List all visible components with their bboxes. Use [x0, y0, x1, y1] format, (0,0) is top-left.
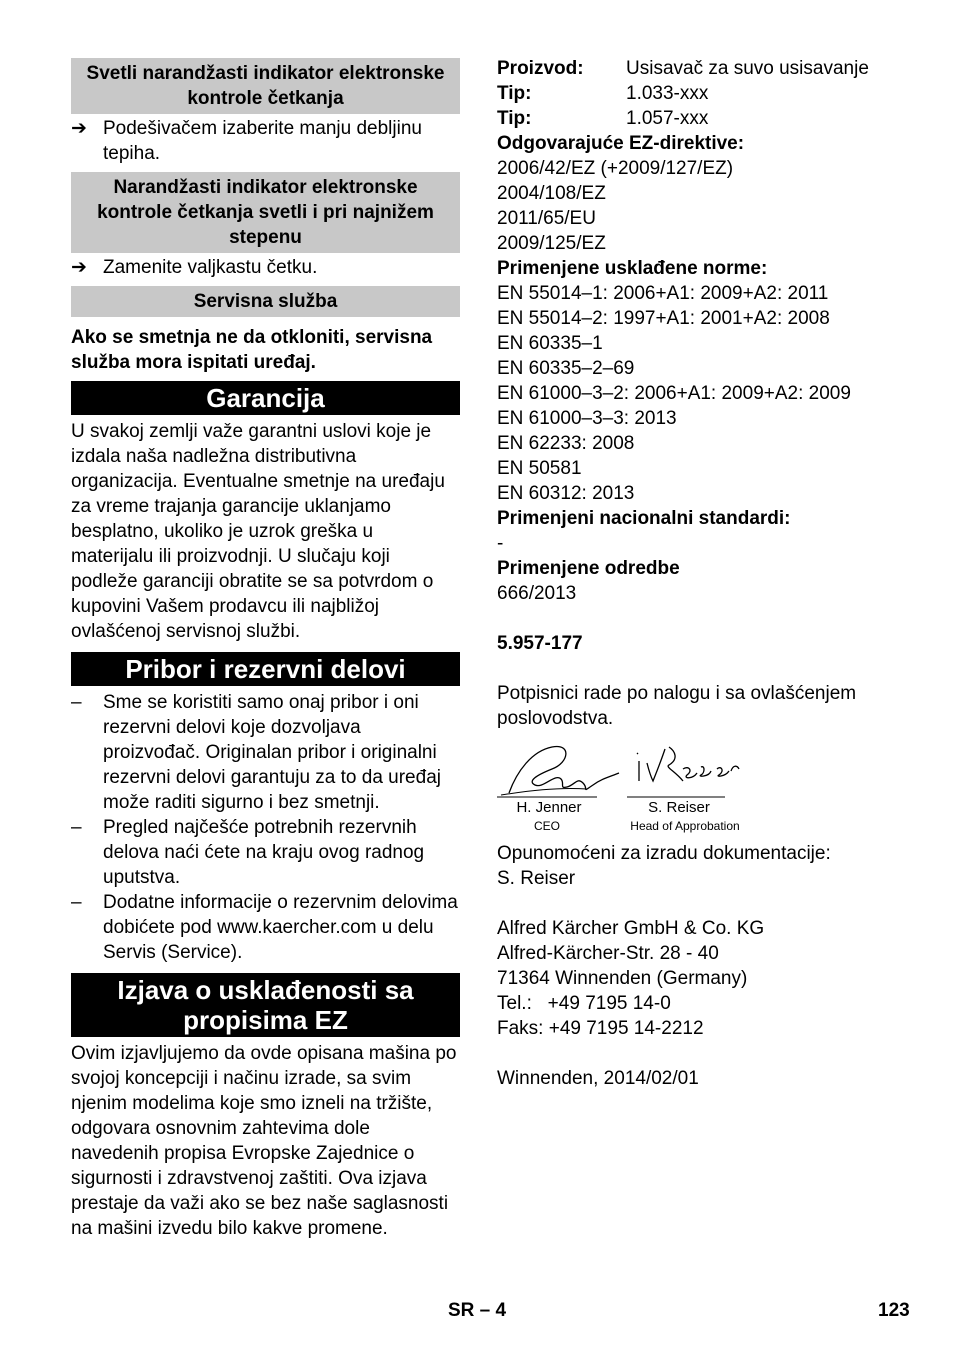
- company-line: Alfred Kärcher GmbH & Co. KG: [497, 918, 765, 939]
- company-line: 71364 Winnenden (Germany): [497, 968, 748, 989]
- company-line: Faks: +49 7195 14-2212: [497, 1018, 704, 1039]
- norm-item: EN 60335–2–69: [497, 358, 635, 379]
- directive-item: 2011/65/EU: [497, 208, 596, 229]
- signature-block: [497, 741, 917, 841]
- list-item: [71, 690, 460, 815]
- product-row: [497, 56, 917, 81]
- signatory-name: H. Jenner: [516, 799, 582, 816]
- instruction-text: Podešivačem izaberite manju debljinu tepiha.: [103, 118, 422, 164]
- product-label: Proizvod:: [497, 58, 584, 79]
- list-item-text: Pregled najčešće potrebnih rezervnih delova naći ćete na kraju ovog radnog uputstva.: [103, 817, 425, 888]
- signatories-text: Potpisnici rade po nalogu i sa ovlašćenjem poslovodstva.: [497, 683, 857, 729]
- section-title-service: Servisna služba: [71, 286, 460, 317]
- accessories-list: [71, 690, 460, 965]
- authorized-name: S. Reiser: [497, 868, 576, 889]
- directive-item: 2009/125/EZ: [497, 233, 606, 254]
- section-title-orange-indicator-lowest: Narandžasti indikator elektronske kontrole četkanja svetli i pri najnižem stepenu: [71, 172, 460, 253]
- heading-declaration: Izjava o usklađenosti sa propisima EZ: [71, 973, 460, 1037]
- regulations-label: Primenjene odredbe: [497, 558, 680, 579]
- authorized-label: Opunomoćeni za izradu dokumentacije:: [497, 843, 831, 864]
- norm-item: EN 62233: 2008: [497, 433, 635, 454]
- arrow-right-icon: ➔: [71, 257, 87, 278]
- norm-item: EN 61000–3–2: 2006+A1: 2009+A2: 2009: [497, 383, 851, 404]
- footer-section-label: SR – 4: [448, 1300, 507, 1321]
- product-value: Usisavač za suvo usisavanje: [626, 58, 869, 79]
- company-line: Tel.: +49 7195 14-0: [497, 993, 671, 1014]
- service-text: Ako se smetnja ne da otkloniti, servisna služba mora ispitati uređaj.: [71, 327, 433, 373]
- norm-item: EN 55014–1: 2006+A1: 2009+A2: 2011: [497, 283, 829, 304]
- norm-item: EN 60312: 2013: [497, 483, 635, 504]
- type-value: 1.057-xxx: [626, 108, 709, 129]
- list-item: [71, 815, 460, 890]
- instruction-item: [71, 255, 460, 280]
- signatory-role: CEO: [533, 819, 560, 833]
- list-item-text: Sme se koristiti samo onaj pribor i oni rezervni delovi koje dozvoljava proizvođač. Originalan pribor i originalni rezervni delovi garantuju za to da uređaj može raditi sigurno i bez smetnji.: [103, 692, 441, 813]
- norm-item: EN 55014–2: 1997+A1: 2001+A2: 2008: [497, 308, 830, 329]
- dash-bullet: –: [71, 892, 82, 913]
- directives-label: Odgovarajuće EZ-direktive:: [497, 133, 745, 154]
- right-column: [497, 56, 917, 1091]
- national-standards-value: -: [497, 533, 504, 554]
- norm-item: EN 61000–3–3: 2013: [497, 408, 677, 429]
- company-line: Alfred-Kärcher-Str. 28 - 40: [497, 943, 719, 964]
- instruction-item: [71, 116, 460, 166]
- type-label: Tip:: [497, 83, 532, 104]
- norms-label: Primenjene usklađene norme:: [497, 258, 768, 279]
- list-item: [71, 890, 460, 965]
- dash-bullet: –: [71, 817, 82, 838]
- section-title-orange-indicator: Svetli narandžasti indikator elektronske kontrole četkanja: [71, 58, 460, 114]
- dash-bullet: –: [71, 692, 82, 713]
- heading-warranty: Garancija: [71, 381, 460, 415]
- signatory-role: Head of Approbation: [630, 819, 740, 833]
- signatory-name: S. Reiser: [648, 799, 710, 816]
- type-label: Tip:: [497, 108, 532, 129]
- handwritten-signatures: [497, 741, 757, 801]
- heading-accessories: Pribor i rezervni delovi: [71, 652, 460, 686]
- document-number: 5.957-177: [497, 633, 583, 654]
- type-row: [497, 106, 917, 131]
- declaration-text: Ovim izjavljujemo da ovde opisana mašina po svojoj koncepciji i načinu izrade, sa svim njenim modelima koje smo izneli na tržište, odgovara osnovnim zahtevima dole navedenih propisa Evropske Zajednice o sigurnosti i zdravstvenoj zaštiti. Ova izjava prestaje da važi ako se bez naše saglasnosti na mašini izvedu bilo kakve promene.: [71, 1043, 457, 1239]
- type-value: 1.033-xxx: [626, 83, 709, 104]
- place-date: Winnenden, 2014/02/01: [497, 1068, 699, 1089]
- instruction-text: Zamenite valjkastu četku.: [103, 257, 318, 278]
- type-row: [497, 81, 917, 106]
- norm-item: EN 60335–1: [497, 333, 603, 354]
- norm-item: EN 50581: [497, 458, 582, 479]
- list-item-text: Dodatne informacije o rezervnim delovima dobićete pod www.kaercher.com u delu Servis (Service).: [103, 892, 458, 963]
- directive-item: 2006/42/EZ (+2009/127/EZ): [497, 158, 734, 179]
- page-number: 123: [878, 1300, 910, 1321]
- warranty-text: U svakoj zemlji važe garantni uslovi koje je izdala naša nadležna distributivna organizacija. Eventualne smetnje na uređaju za vreme trajanja garancije uklanjamo besplatno, ukoliko je uzrok greška u materijalu ili proizvodnji. U slučaju koji podleže garanciji obratite se sa potvrdom o kupovini Vašem prodavcu ili najbližoj ovlašćenoj servisnoj službi.: [71, 421, 445, 642]
- left-column: [71, 58, 460, 1241]
- regulations-value: 666/2013: [497, 583, 577, 604]
- directive-item: 2004/108/EZ: [497, 183, 606, 204]
- national-standards-label: Primenjeni nacionalni standardi:: [497, 508, 791, 529]
- arrow-right-icon: ➔: [71, 118, 87, 139]
